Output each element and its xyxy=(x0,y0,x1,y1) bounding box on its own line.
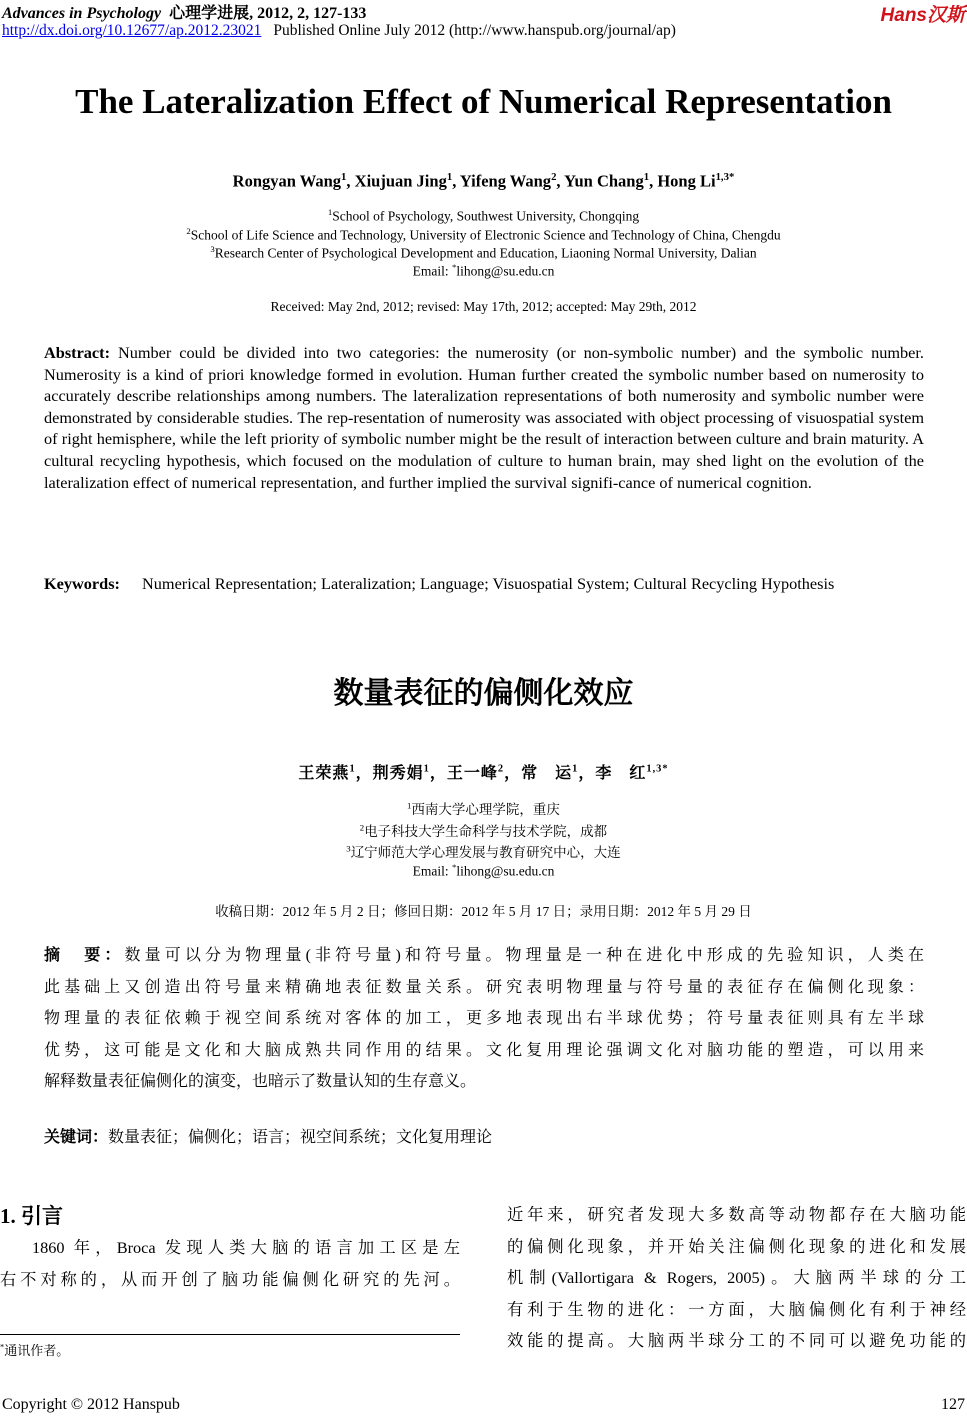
author: Yifeng Wang xyxy=(459,171,552,191)
journal-header xyxy=(2,0,366,23)
chinese-affiliation: $^3$辽宁师范大学心理发展与教育研究中心，大连 xyxy=(346,843,621,860)
chinese-abstract: 摘 要：数量可以分为物理量(非符号量)和符号量。物理量是一种在进化中形成的先验知识，人类在 此基础上又创造出符号量来精确地表征数量关系。研究表明物理量与符号量的表征存在偏侧化现象： 物理量的表征依赖于视空间系统对客体的加工，更多地表现出右半球优势；符号量表征则具有左半球 优势，这可能是文化和大脑成熟共同作用的结果。文化复用理论强调文化对脑功能的塑造，可以用来 解释数量表征偏侧化的演变，也暗示了数量认知的生存意义。 xyxy=(44,947,924,1090)
copyright: Copyright © 2012 Hanspub xyxy=(2,1396,180,1413)
author-affiliation-mark: 2 xyxy=(551,171,557,183)
author-affiliation-mark: 2 xyxy=(497,763,505,775)
affiliation: $^2$School of Life Science and Technology, University of Electronic Science and Technology of China, Chengdu xyxy=(186,226,781,243)
author-affiliation-mark: 1 xyxy=(341,171,347,183)
author: Xiujuan Jing xyxy=(354,171,447,191)
chinese-author-list: 王荣燕$^1$，荆秀娟$^1$，王一峰$^2$，常 运$^1$，李 红$^{1,3*}$ xyxy=(298,763,669,782)
author-affiliation-mark: 1 xyxy=(572,763,579,775)
chinese-affiliation: $^1$西南大学心理学院，重庆 xyxy=(407,800,560,817)
author-affiliation-mark: 1,3* xyxy=(646,763,669,775)
chinese-keywords: 关键词：数量表征；偏侧化；语言；视空间系统；文化复用理论 xyxy=(44,1129,493,1146)
chinese-email: Email: *lihong@su.edu.cn xyxy=(412,862,555,879)
author-affiliation-mark: 1 xyxy=(446,171,453,183)
keywords: Keywords: Numerical Representation; Lateralization; Language; Visuospatial System; Cultural Recycling Hypothesis xyxy=(44,574,835,593)
paper-title: The Lateralization Effect of Numerical Representation xyxy=(75,82,892,121)
author-affiliation-mark: 1,3* xyxy=(715,171,735,183)
author-affiliation-mark: 1 xyxy=(643,171,650,183)
left-column-text: 1860 年，Broca 发现人类大脑的语言加工区是左 右不对称的，从而开创了脑功能偏侧化研究的先河。 xyxy=(0,1238,460,1289)
email: Email: *lihong@su.edu.cn xyxy=(412,262,555,279)
author-affiliation-mark: 1 xyxy=(349,763,356,775)
author-list: Rongyan Wang$^1$, Xiujuan Jing$^1$, Yifeng Wang$^2$, Yun Chang$^1$, Hong $Li^{1,3*}$ xyxy=(232,171,735,191)
section-heading: 1. 引言 xyxy=(0,1204,63,1228)
journal-name: Advances in Psychology xyxy=(2,5,162,22)
author: 李 红 xyxy=(595,765,647,782)
author: Hong Li xyxy=(657,171,716,191)
chinese-received-dates: 收稿日期：2012 年 5 月 2 日；修回日期：2012 年 5 月 17 日；录用日期：2012 年 5 月 29 日 xyxy=(215,904,752,919)
affiliation: $^1$School of Psychology, Southwest University, Chongqing xyxy=(327,207,640,224)
right-column-text: 近年来，研究者发现大多数高等动物都存在大脑功能 的偏侧化现象，并开始关注偏侧化现象的进化和发展 机制(Vallortigara & Rogers, 2005)。大脑两半球的分工 有利于生物的进化：一方面，大脑偏侧化有利于神经 效能的提高。大脑两半球分工的不同可以避免功能的 xyxy=(507,1205,966,1350)
footnote: *通讯作者。 xyxy=(0,1341,70,1358)
author-affiliation-mark: 1 xyxy=(423,763,430,775)
author: 荆秀娟 xyxy=(372,765,424,782)
doi-link[interactable]: http://dx.doi.org/10.12677/ap.2012.23021 xyxy=(2,22,262,39)
author: 王一峰 xyxy=(446,765,498,782)
author: 王荣燕 xyxy=(298,765,350,782)
received-dates: Received: May 2nd, 2012; revised: May 17th, 2012; accepted: May 29th, 2012 xyxy=(270,299,697,314)
hans-logo: Hans汉斯 xyxy=(880,5,965,26)
author: Yun Chang xyxy=(564,171,644,191)
publication-line xyxy=(2,22,676,40)
author: 常 运 xyxy=(521,765,573,782)
published-info: Published Online July 2012 (http://www.hanspub.org/journal/ap) xyxy=(273,22,676,39)
footnote-rule xyxy=(0,1334,460,1335)
affiliation: $^3$Research Center of Psychological Development and Education, Liaoning Normal University, Dalian xyxy=(210,244,757,261)
author: Rongyan Wang xyxy=(232,171,342,191)
chinese-title: 数量表征的偏侧化效应 xyxy=(333,676,634,711)
page-number: 127 xyxy=(941,1396,965,1413)
journal-citation: 心理学进展, 2012, 2, 127-133 xyxy=(169,5,367,22)
abstract: Abstract: Number could be divided into two categories: the numerosity (or non-symbolic number) and the symbolic number. Numerosity is a kind of priori knowledge formed in evolution. Human further created the symbolic number based on numerosity to accurately describe relationships among numbers. The lateralization representations of both numerosity and symbolic number were demonstrated by considerable studies. The rep-resentation of numerosity was associated with object processing of visuospatial system of right hemisphere, while the left priority of symbolic number might be the result of interaction between culture and brain maturity. A cultural recycling hypothesis, which focused on the modulation of culture to human brain, may shed light on the evolution of the lateralization effect of numerical representation, and further implied the survival signifi-cance of numerical cognition. xyxy=(44,343,924,492)
chinese-affiliation: $^2$电子科技大学生命科学与技术学院，成都 xyxy=(359,822,608,839)
